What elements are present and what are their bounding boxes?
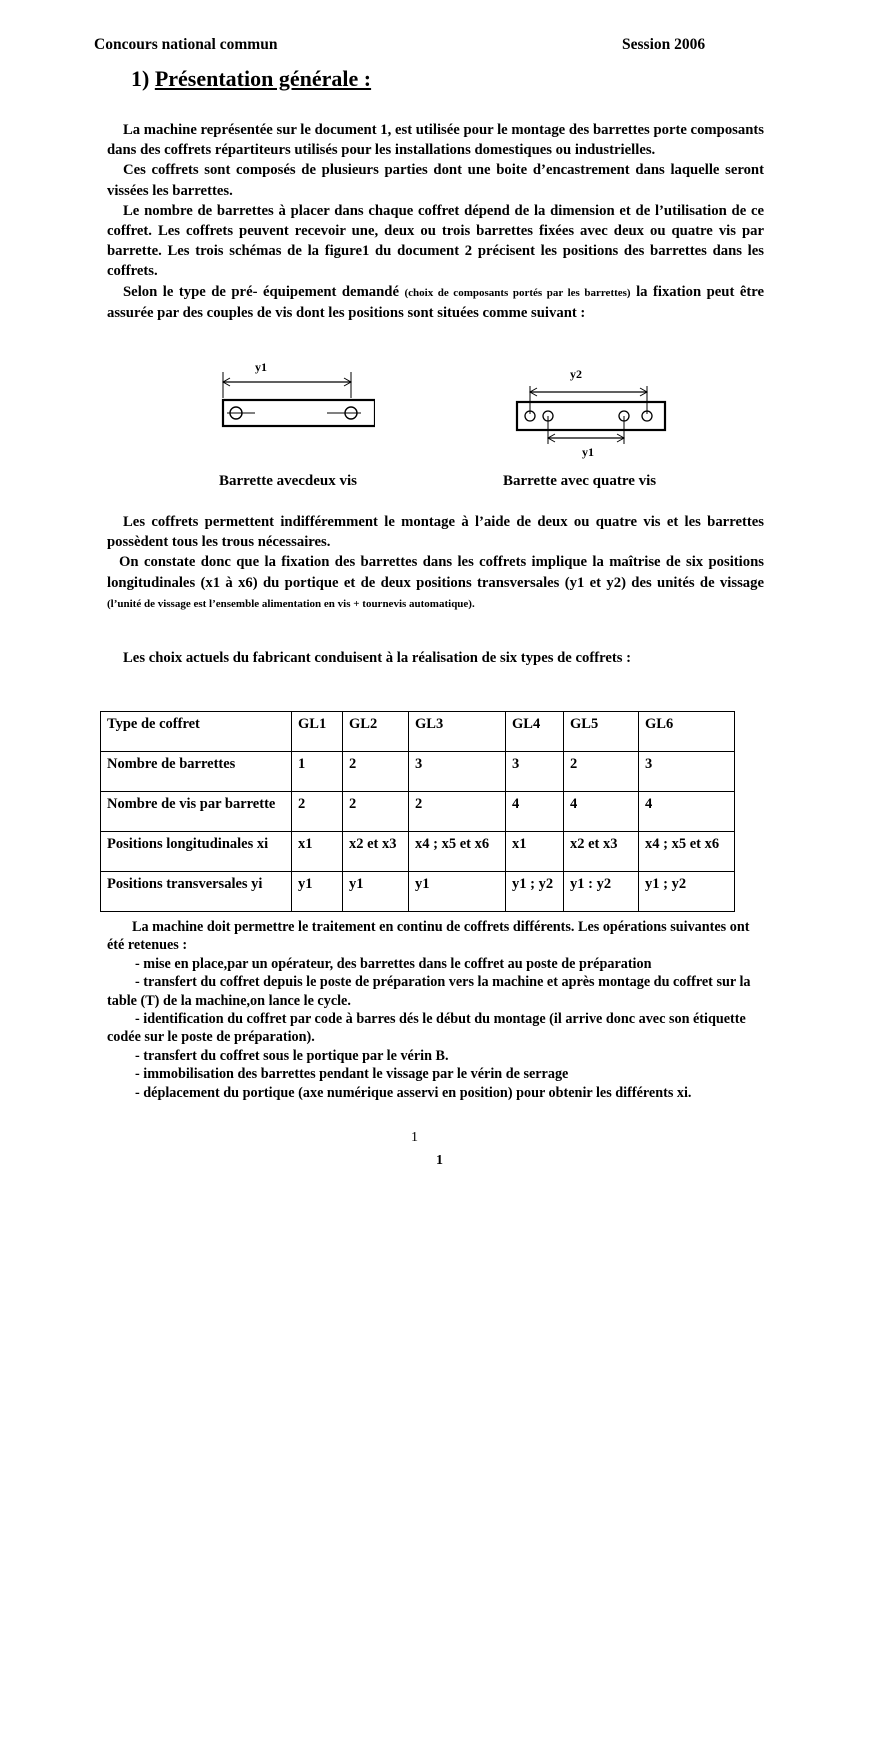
table-cell: x1 (292, 832, 343, 872)
page-number: 1 (411, 1130, 418, 1145)
list-item: - immobilisation des barrettes pendant le vissage par le vérin de serrage (135, 1066, 569, 1083)
table-cell: GL1 (292, 712, 343, 752)
small-text: (choix de composants portés par les barrettes) (404, 286, 631, 299)
barrette-two-screws-diagram (215, 362, 375, 434)
table-cell: 1 (292, 752, 343, 792)
caption-two-screws: Barrette avecdeux vis (219, 473, 358, 489)
table-cell: GL4 (506, 712, 564, 752)
paragraph-selon (107, 282, 764, 323)
table-cell: GL5 (564, 712, 639, 752)
list-item: - transfert du coffret sous le portique par le vérin B. (135, 1047, 449, 1064)
table-cell: 2 (409, 792, 506, 832)
small-text: (l’unité de vissage est l’ensemble alimentation en vis + tournevis automatique). (107, 597, 475, 610)
paragraph: Ces coffrets sont composés de plusieurs parties dont une boite d’encastrement dans laquelle seront vissées les barrettes. (107, 162, 764, 199)
dim-label-y2: y2 (570, 367, 582, 381)
coffret-types-table (100, 711, 735, 912)
table-cell: 4 (506, 792, 564, 832)
table-cell: GL2 (343, 712, 409, 752)
section-number: 1) (131, 66, 150, 91)
row-header: Nombre de barrettes (101, 752, 292, 792)
list-item: - identification du coffret par code à barres dés le début du montage (il arrive donc avec son étiquette codée sur le poste de préparation). (107, 1011, 746, 1046)
text: la fixation peut être assurée par des couples de vis dont les positions sont situées comme suivant : (107, 283, 765, 321)
table-cell: y1 (292, 872, 343, 912)
dim-label-y1: y1 (255, 362, 267, 374)
table-cell: y1 (409, 872, 506, 912)
page-number: 1 (436, 1153, 443, 1168)
operations-intro: La machine doit permettre le traitement en continu de coffrets différents. Les opérations suivantes ont été retenues : (107, 919, 750, 954)
table-cell: x4 ; x5 et x6 (639, 832, 735, 872)
header-left: Concours national commun (94, 36, 278, 53)
operations-list (107, 918, 767, 1102)
table-cell: 2 (564, 752, 639, 792)
table-cell: x2 et x3 (564, 832, 639, 872)
section-title-text: Présentation générale : (154, 66, 372, 91)
list-item: - déplacement du portique (axe numérique asservi en position) pour obtenir les différents xi. (135, 1084, 692, 1101)
caption-four-screws: Barrette avec quatre vis (503, 473, 657, 489)
table-cell: y1 ; y2 (639, 872, 735, 912)
list-item: - transfert du coffret depuis le poste de préparation vers la machine et après montage du coffret sur la table (T) de la machine,on lance le cycle. (107, 974, 751, 1009)
paragraph: Le nombre de barrettes à placer dans chaque coffret dépend de la dimension et de l’utilisation de ce coffret. Les coffrets peuvent recevoir une, deux ou trois barrettes fixées avec deux ou quatre vis par barrette. Les trois schémas de la figure1 du document 2 précisent les positions des barrettes dans les coffrets. (107, 202, 764, 280)
table-cell: GL6 (639, 712, 735, 752)
paragraph-choix (107, 648, 764, 668)
table-cell: x2 et x3 (343, 832, 409, 872)
table-row (101, 792, 735, 832)
table-cell: 3 (639, 752, 735, 792)
text: Les choix actuels du fabricant conduisent à la réalisation de six types de coffrets : (123, 650, 632, 666)
text: On constate donc que la fixation des barrettes dans les coffrets implique la maîtrise de six positions longitudinales (x1 à x6) du portique et de deux positions transversales (y1 et y2) des unités de vissage (107, 554, 764, 591)
table-cell: 4 (564, 792, 639, 832)
section-title (131, 66, 371, 92)
table-cell: 2 (343, 752, 409, 792)
table-cell: 2 (343, 792, 409, 832)
table-cell: 3 (506, 752, 564, 792)
row-header: Type de coffret (101, 712, 292, 752)
table-row (101, 712, 735, 752)
table-cell: 2 (292, 792, 343, 832)
table-cell: GL3 (409, 712, 506, 752)
header-right: Session 2006 (622, 36, 706, 53)
text: Selon le type de pré- équipement demandé (123, 283, 399, 300)
dim-label-y1: y1 (582, 445, 594, 459)
paragraph: La machine représentée sur le document 1, est utilisée pour le montage des barrettes porte composants dans des coffrets répartiteurs utilisés pour les installations domestiques ou industrielles. (107, 122, 764, 159)
row-header: Positions transversales yi (101, 872, 292, 912)
table-cell: y1 : y2 (564, 872, 639, 912)
list-item: - mise en place,par un opérateur, des barrettes dans le coffret au poste de préparation (135, 955, 652, 972)
table-row (101, 832, 735, 872)
middle-paragraphs (107, 512, 764, 614)
table-row (101, 752, 735, 792)
table-cell: y1 (343, 872, 409, 912)
table-cell: 3 (409, 752, 506, 792)
intro-paragraphs (107, 120, 764, 323)
table-cell: 4 (639, 792, 735, 832)
paragraph-coffrets: Les coffrets permettent indifféremment le montage à l’aide de deux ou quatre vis et les barrettes possèdent tous les trous nécessaires. (107, 514, 764, 551)
barrette-four-screws-diagram (512, 364, 672, 459)
table-cell: x1 (506, 832, 564, 872)
paragraph-constate (107, 552, 764, 614)
row-header: Positions longitudinales xi (101, 832, 292, 872)
table-row (101, 872, 735, 912)
table-cell: x4 ; x5 et x6 (409, 832, 506, 872)
table-cell: y1 ; y2 (506, 872, 564, 912)
row-header: Nombre de vis par barrette (101, 792, 292, 832)
